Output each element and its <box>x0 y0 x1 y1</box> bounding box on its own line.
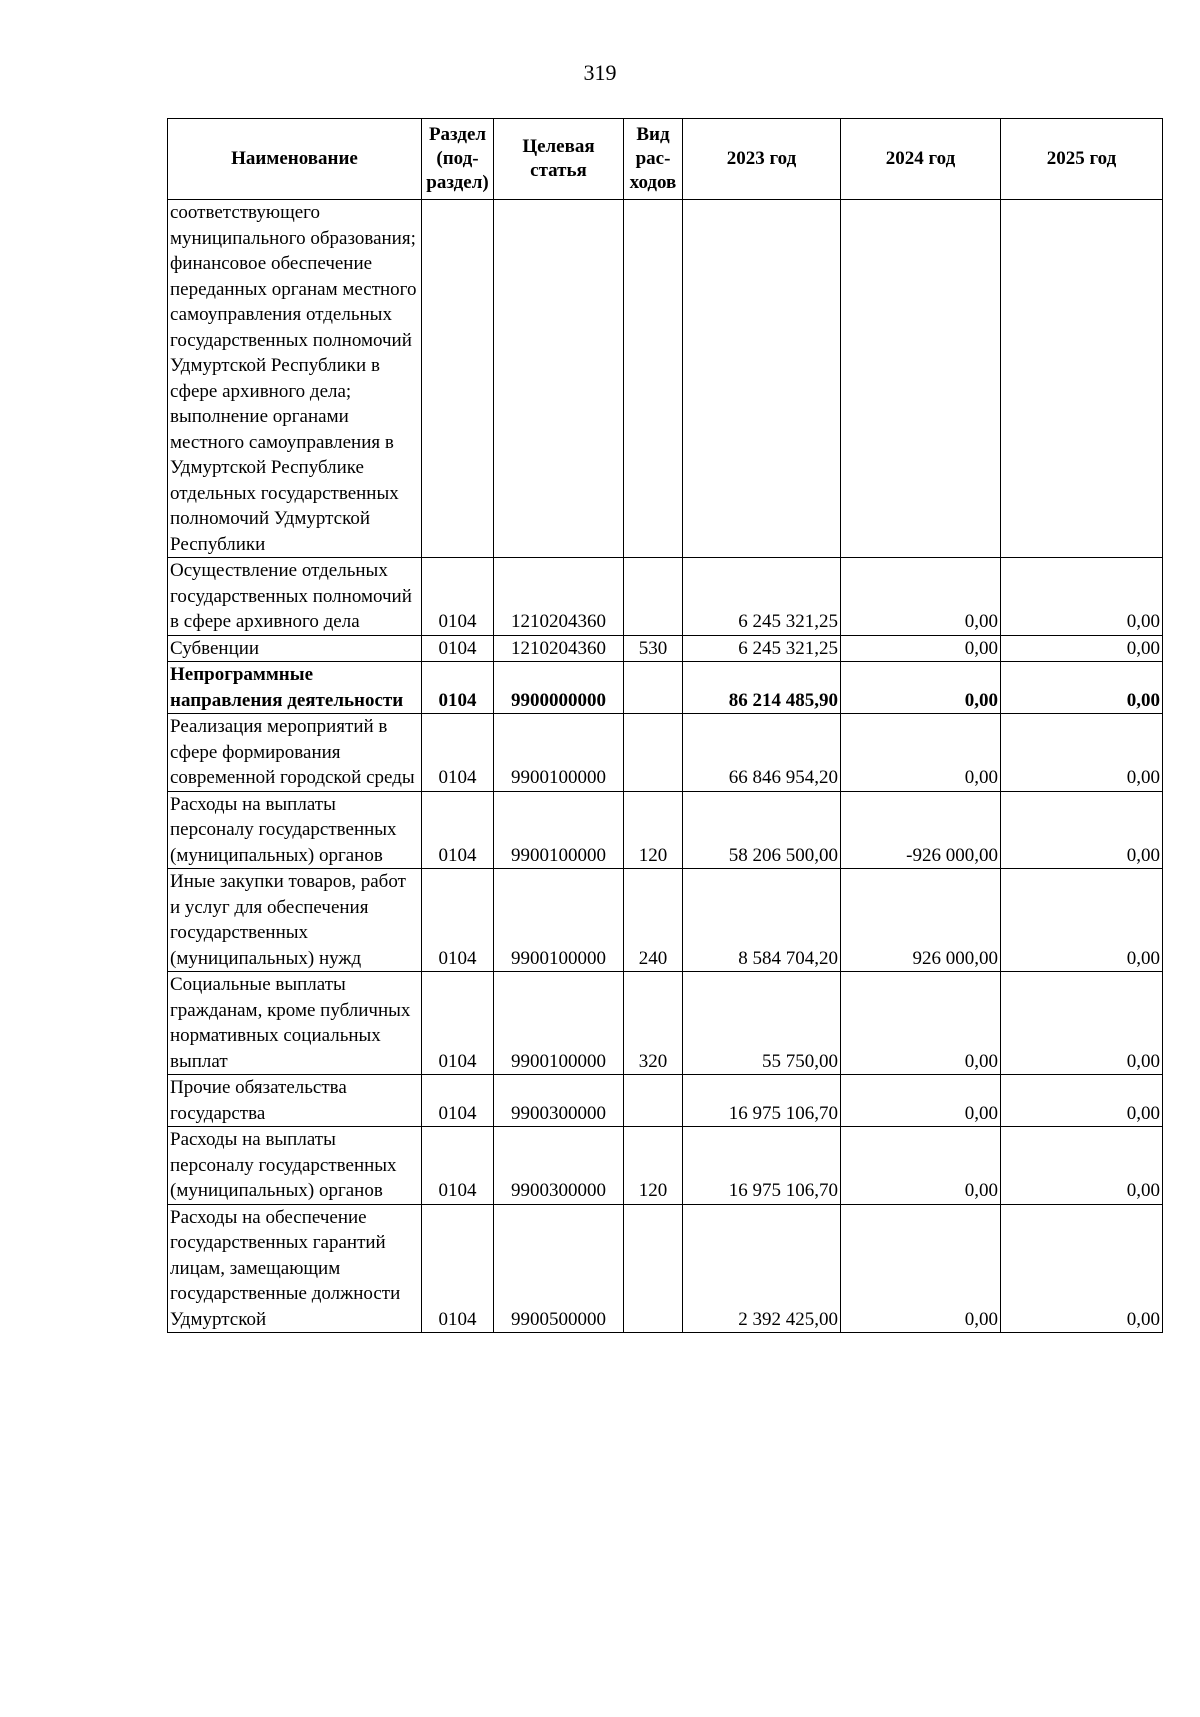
cell-name: Осуществление отдельных государственных полномочий в сфере архивного дела <box>168 558 422 636</box>
cell-2024: 0,00 <box>841 635 1001 662</box>
cell-2025: 0,00 <box>1001 972 1163 1075</box>
cell-kind: 530 <box>624 635 683 662</box>
cell-target: 9900300000 <box>494 1075 624 1127</box>
cell-2025: 0,00 <box>1001 1204 1163 1333</box>
table-header-row <box>168 119 1163 200</box>
cell-section: 0104 <box>422 714 494 792</box>
cell-2023 <box>683 200 841 558</box>
header-2024: 2024 год <box>841 119 1001 200</box>
cell-2025: 0,00 <box>1001 869 1163 972</box>
cell-section <box>422 200 494 558</box>
cell-section: 0104 <box>422 558 494 636</box>
table-row <box>168 791 1163 869</box>
cell-target: 1210204360 <box>494 635 624 662</box>
cell-section: 0104 <box>422 972 494 1075</box>
cell-kind: 120 <box>624 1127 683 1205</box>
cell-section: 0104 <box>422 662 494 714</box>
cell-2023: 55 750,00 <box>683 972 841 1075</box>
cell-2023: 86 214 485,90 <box>683 662 841 714</box>
cell-kind <box>624 200 683 558</box>
cell-2024: 0,00 <box>841 972 1001 1075</box>
cell-kind: 240 <box>624 869 683 972</box>
table-row <box>168 972 1163 1075</box>
cell-section: 0104 <box>422 869 494 972</box>
cell-name: Непрограммные направления деятельности <box>168 662 422 714</box>
cell-name: Социальные выплаты гражданам, кроме публичных нормативных социальных выплат <box>168 972 422 1075</box>
cell-section: 0104 <box>422 1127 494 1205</box>
header-target: Целевая статья <box>494 119 624 200</box>
cell-target <box>494 200 624 558</box>
cell-2024: 0,00 <box>841 1204 1001 1333</box>
cell-2025: 0,00 <box>1001 1075 1163 1127</box>
cell-2025: 0,00 <box>1001 662 1163 714</box>
header-2023: 2023 год <box>683 119 841 200</box>
cell-2025: 0,00 <box>1001 558 1163 636</box>
table-row <box>168 200 1163 558</box>
cell-name: соответствующего муниципального образования; финансовое обеспечение переданных органам местного самоуправления отдельных государственных полномочий Удмуртской Республики в сфере архивного дела; выполнение органами местного самоуправления в Удмуртской Республике отдельных государственных полномочий Удмуртской Республики <box>168 200 422 558</box>
table-row <box>168 1204 1163 1333</box>
cell-section: 0104 <box>422 635 494 662</box>
cell-2024: 0,00 <box>841 1127 1001 1205</box>
table-row <box>168 869 1163 972</box>
cell-kind <box>624 1204 683 1333</box>
cell-2024: 0,00 <box>841 558 1001 636</box>
cell-2023: 16 975 106,70 <box>683 1075 841 1127</box>
cell-kind <box>624 1075 683 1127</box>
cell-target: 9900300000 <box>494 1127 624 1205</box>
cell-2025: 0,00 <box>1001 635 1163 662</box>
cell-name: Субвенции <box>168 635 422 662</box>
cell-name: Расходы на выплаты персоналу государственных (муниципальных) органов <box>168 1127 422 1205</box>
cell-name: Прочие обязательства государства <box>168 1075 422 1127</box>
table-row <box>168 558 1163 636</box>
cell-target: 9900000000 <box>494 662 624 714</box>
cell-name: Реализация мероприятий в сфере формирования современной городской среды <box>168 714 422 792</box>
cell-2023: 66 846 954,20 <box>683 714 841 792</box>
cell-2023: 8 584 704,20 <box>683 869 841 972</box>
cell-2025 <box>1001 200 1163 558</box>
cell-kind: 120 <box>624 791 683 869</box>
cell-2024 <box>841 200 1001 558</box>
cell-section: 0104 <box>422 1075 494 1127</box>
cell-section: 0104 <box>422 1204 494 1333</box>
cell-2024: 0,00 <box>841 714 1001 792</box>
cell-name: Расходы на обеспечение государственных гарантий лицам, замещающим государственные должности Удмуртской <box>168 1204 422 1333</box>
cell-name: Расходы на выплаты персоналу государственных (муниципальных) органов <box>168 791 422 869</box>
header-2025: 2025 год <box>1001 119 1163 200</box>
cell-name: Иные закупки товаров, работ и услуг для обеспечения государственных (муниципальных) нужд <box>168 869 422 972</box>
table-row <box>168 635 1163 662</box>
cell-kind <box>624 558 683 636</box>
cell-2025: 0,00 <box>1001 1127 1163 1205</box>
table-row <box>168 1127 1163 1205</box>
budget-table <box>167 118 1163 1333</box>
header-kind: Вид рас-ходов <box>624 119 683 200</box>
cell-2024: 0,00 <box>841 1075 1001 1127</box>
cell-2023: 58 206 500,00 <box>683 791 841 869</box>
cell-2023: 6 245 321,25 <box>683 635 841 662</box>
header-section: Раздел (под-раздел) <box>422 119 494 200</box>
cell-2023: 6 245 321,25 <box>683 558 841 636</box>
table-row <box>168 714 1163 792</box>
cell-target: 9900100000 <box>494 791 624 869</box>
table-row <box>168 662 1163 714</box>
table-row <box>168 1075 1163 1127</box>
cell-2023: 16 975 106,70 <box>683 1127 841 1205</box>
cell-kind <box>624 714 683 792</box>
cell-2024: -926 000,00 <box>841 791 1001 869</box>
cell-kind <box>624 662 683 714</box>
cell-target: 9900100000 <box>494 869 624 972</box>
cell-kind: 320 <box>624 972 683 1075</box>
header-name: Наименование <box>168 119 422 200</box>
cell-2024: 926 000,00 <box>841 869 1001 972</box>
cell-target: 1210204360 <box>494 558 624 636</box>
page-number: 319 <box>583 60 617 85</box>
cell-target: 9900500000 <box>494 1204 624 1333</box>
cell-target: 9900100000 <box>494 972 624 1075</box>
cell-target: 9900100000 <box>494 714 624 792</box>
cell-2025: 0,00 <box>1001 714 1163 792</box>
cell-2025: 0,00 <box>1001 791 1163 869</box>
cell-2023: 2 392 425,00 <box>683 1204 841 1333</box>
cell-section: 0104 <box>422 791 494 869</box>
cell-2024: 0,00 <box>841 662 1001 714</box>
